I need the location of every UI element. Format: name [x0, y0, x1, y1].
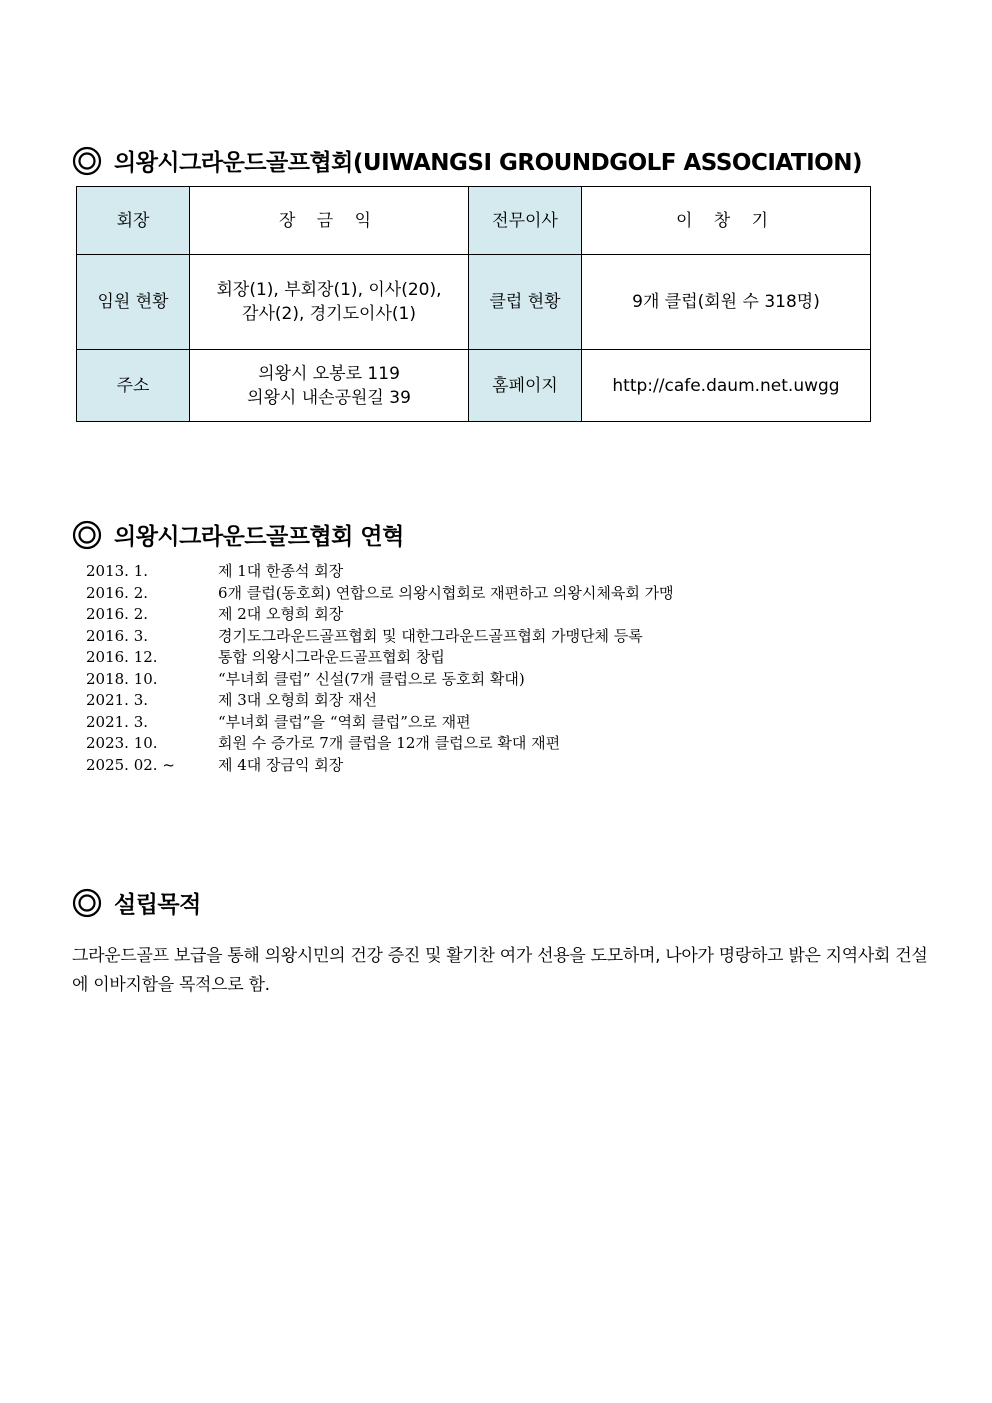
address-label: 주소: [77, 350, 190, 422]
history-date: 2021. 3.: [86, 691, 149, 709]
table-row: [77, 350, 871, 422]
homepage-label: 홈페이지: [469, 350, 582, 422]
history-event: 제 3대 오형희 회장 재선: [218, 691, 378, 709]
history-date: 2025. 02. ~: [86, 755, 175, 774]
history-event: 제 2대 오형희 회장: [218, 605, 344, 623]
director-label: 전무이사: [469, 187, 582, 255]
officers-value: 회장(1), 부회장(1), 이사(20), 감사(2), 경기도이사(1): [190, 255, 469, 350]
history-date: 2016. 2.: [86, 605, 149, 623]
section-title: 의왕시그라운드골프협회 연혁: [114, 524, 404, 550]
table-row: [77, 187, 871, 255]
history-event: 통합 의왕시그라운드골프협회 창립: [218, 648, 445, 666]
list-item: [86, 626, 674, 648]
history-event: “부녀회 클럽”을 “역회 클럽”으로 재편: [218, 712, 471, 731]
history-date: 2013. 1.: [86, 562, 149, 580]
history-event: 회원 수 증가로 7개 클럽을 12개 클럽으로 확대 재편: [218, 734, 561, 752]
officers-label: 임원 현황: [77, 255, 190, 350]
clubs-label: 클럽 현황: [469, 255, 582, 350]
association-info-table: [76, 186, 871, 422]
double-circle-icon: [72, 520, 102, 550]
section-heading-association: [72, 144, 862, 177]
section-title: 설립목적: [114, 892, 201, 918]
list-item: [86, 669, 674, 691]
president-label: 회장: [77, 187, 190, 255]
section-heading-history: [72, 518, 404, 551]
history-event: “부녀회 클럽” 신설(7개 클럽으로 동호회 확대): [218, 669, 525, 688]
history-date: 2023. 10.: [86, 734, 158, 752]
list-item: [86, 561, 674, 583]
homepage-link[interactable]: http://cafe.daum.net.uwgg: [582, 350, 871, 422]
list-item: [86, 712, 674, 734]
history-date: 2016. 2.: [86, 583, 149, 602]
double-circle-icon: [72, 888, 102, 918]
address-value: 의왕시 오봉로 119 의왕시 내손공원길 39: [190, 350, 469, 422]
section-heading-purpose: [72, 886, 201, 919]
history-date: 2021. 3.: [86, 712, 149, 731]
purpose-paragraph: 그라운드골프 보급을 통해 의왕시민의 건강 증진 및 활기찬 여가 선용을 도모하며, 나아가 명랑하고 밝은 지역사회 건설에 이바지함을 목적으로 함.: [72, 946, 928, 995]
list-item: [86, 690, 674, 712]
list-item: [86, 583, 674, 605]
history-event: 경기도그라운드골프협회 및 대한그라운드골프협회 가맹단체 등록: [218, 626, 643, 645]
history-list: [86, 561, 674, 776]
history-event: 제 1대 한종석 회장: [218, 562, 344, 580]
double-circle-icon: [72, 146, 102, 176]
list-item: [86, 647, 674, 669]
history-date: 2016. 12.: [86, 648, 158, 666]
table-row: [77, 255, 871, 350]
history-event: 제 4대 장금익 회장: [218, 755, 344, 774]
director-value: 이 창 기: [582, 187, 871, 255]
history-date: 2016. 3.: [86, 626, 149, 645]
section-title: 의왕시그라운드골프협회(UIWANGSI GROUNDGOLF ASSOCIATION): [114, 150, 862, 176]
history-date: 2018. 10.: [86, 669, 158, 688]
list-item: [86, 755, 674, 777]
president-value: 장 금 익: [190, 187, 469, 255]
history-event: 6개 클럽(동호회) 연합으로 의왕시협회로 재편하고 의왕시체육회 가맹: [218, 583, 674, 602]
list-item: [86, 733, 674, 755]
clubs-value: 9개 클럽(회원 수 318명): [582, 255, 871, 350]
list-item: [86, 604, 674, 626]
